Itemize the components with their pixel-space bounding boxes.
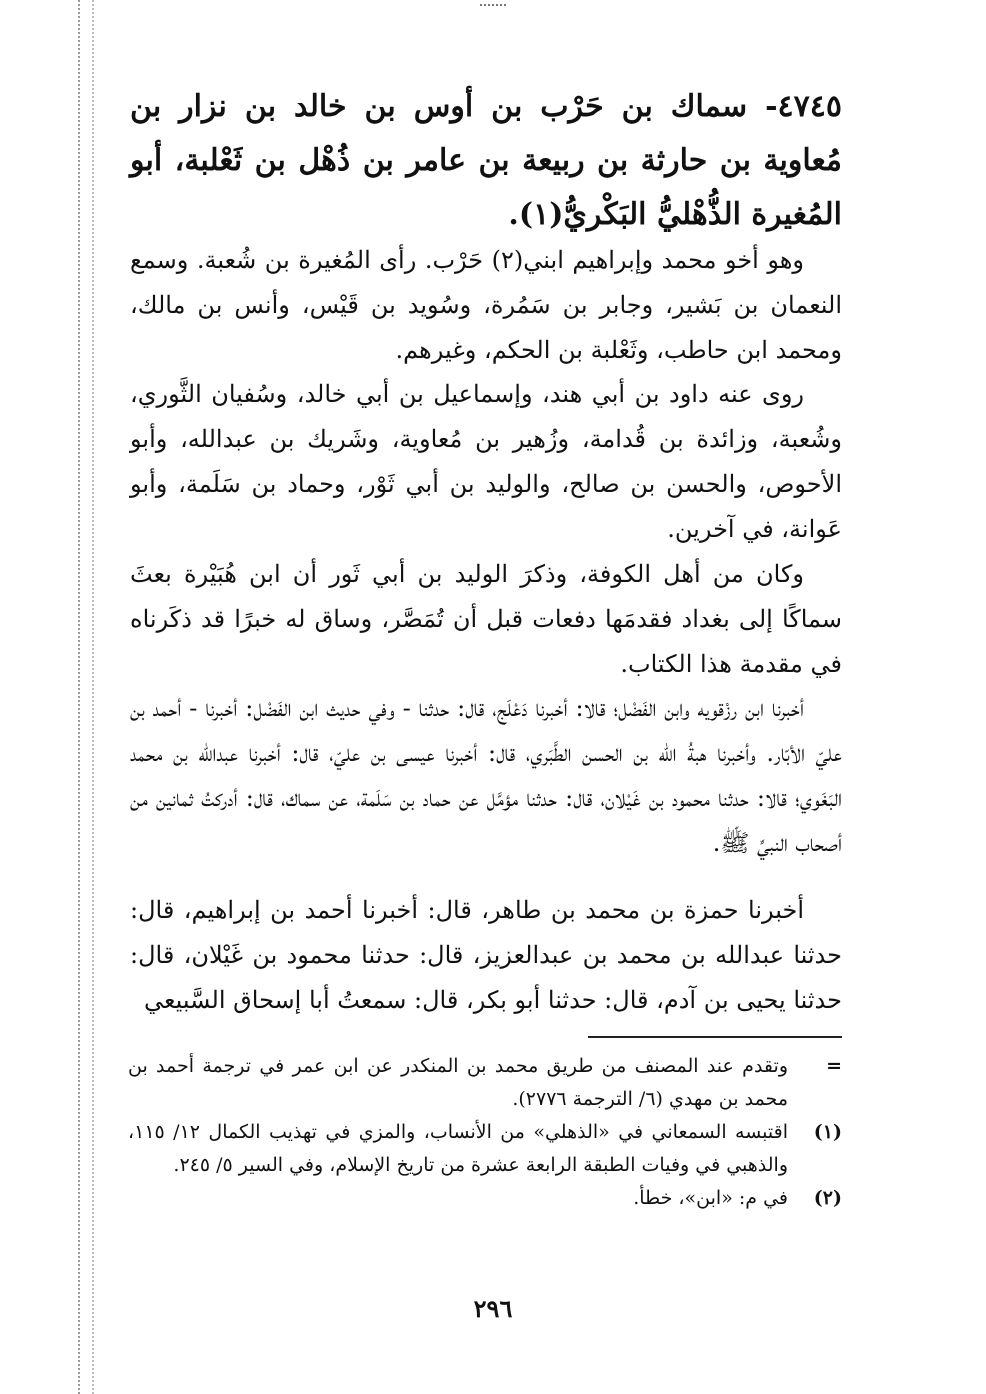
scan-binding-edge: [78, 0, 80, 1394]
paragraph-kufa: وكان من أهل الكوفة، وذكرَ الوليد بن أبي ثَور أن ابن هُبَيْرة بعثَ سماكًا إلى بغداد فقدمَها دفعات قبل أن تُمَصَّر، وساق له خبرًا قد ذكَرناه في مقدمة هذا الكتاب.: [130, 560, 842, 678]
footnotes: [128, 1050, 842, 1215]
page-number: ٢٩٦: [473, 1294, 513, 1323]
footnote-2: [128, 1182, 842, 1215]
paragraph-narrators: روى عنه داود بن أبي هند، وإسماعيل بن أبي خالد، وسُفيان الثَّوري، وشُعبة، وزائدة بن قُدامة، وزُهير بن مُعاوية، وشَريك بن عبدالله، وأبو الأحوص، والحسن بن صالح، والوليد بن أبي ثَوْر، وحماد بن سَلَمة، وأبو عَوانة، في آخرين.: [130, 380, 842, 543]
footnote-marker: (١): [813, 1121, 842, 1143]
footnote-continued: [128, 1050, 842, 1116]
paragraph-biography: وهو أخو محمد وإبراهيم ابني(٢) حَرْب. رأى المُغيرة بن شُعبة. وسمع النعمان بن بَشير، وجابر بن سَمُرة، وسُويد بن قَيْس، وأنس بن مالك، ومحمد ابن حاطب، وثَعْلبة بن الحكم، وغيرهم.: [130, 246, 842, 364]
footnote-1: [128, 1116, 842, 1182]
entry-heading: ٤٧٤٥- سماك بن حَرْب بن أوس بن خالد بن نزار بن مُعاوية بن حارثة بن ربيعة بن عامر بن ذُهْل بن ثَعْلبة، أبو المُغيرة الذُّهْليُّ البَكْريُّ(١).: [130, 89, 842, 232]
footnote-separator: [588, 1036, 842, 1038]
footnote-text: اقتبسه السمعاني في «الذهلي» من الأنساب، والمزي في تهذيب الكمال ١٢/ ١١٥، والذهبي في وفيات الطبقة الرابعة عشرة من تاريخ الإسلام، وفي السير ٥/ ٢٤٥.: [128, 1121, 788, 1176]
footnote-marker: =: [826, 1055, 842, 1077]
footnote-marker: (٢): [813, 1187, 842, 1209]
paragraph-isnad-two: أخبرنا حمزة بن محمد بن طاهر، قال: أخبرنا أحمد بن إبراهيم، قال: حدثنا عبدالله بن محمد بن عبدالعزيز، قال: حدثنا محمود بن غَيْلان، قال: حدثنا يحيى بن آدم، قال: حدثنا أبو بكر، قال: سمعتُ أبا إسحاق السَّبيعي: [130, 896, 842, 1014]
scan-top-mark: [480, 4, 506, 6]
paragraph-isnad-one: أخبرنا ابن رزْقويه وابن الفَضْل؛ قالا: أخبرنا دَعْلَج، قال: حدثنا - وفي حديث ابن الفَضْل: أخبرنا - أحمد بن عليّ الأبّار. وأخبرنا هبةُ الله بن الحسن الطَّبَري، قال: أخبرنا عيسى بن عليّ، قال: أخبرنا عبدالله بن محمد البَغَوي؛ قالا: حدثنا محمود بن غَيْلان، قال: حدثنا مؤمَّل عن حماد بن سَلَمة، عن سماك، قال: أدركتُ ثمانين من أصحاب النبيِّ ﷺ.: [130, 694, 842, 857]
footnote-text: وتقدم عند المصنف من طريق محمد بن المنكدر عن ابن عمر في ترجمة أحمد بن محمد بن مهدي (٦/ الترجمة ٢٧٧٦).: [128, 1055, 788, 1110]
footnote-text: في م: «ابن»، خطأ.: [633, 1187, 788, 1209]
scan-binding-edge-inner: [92, 0, 94, 1394]
